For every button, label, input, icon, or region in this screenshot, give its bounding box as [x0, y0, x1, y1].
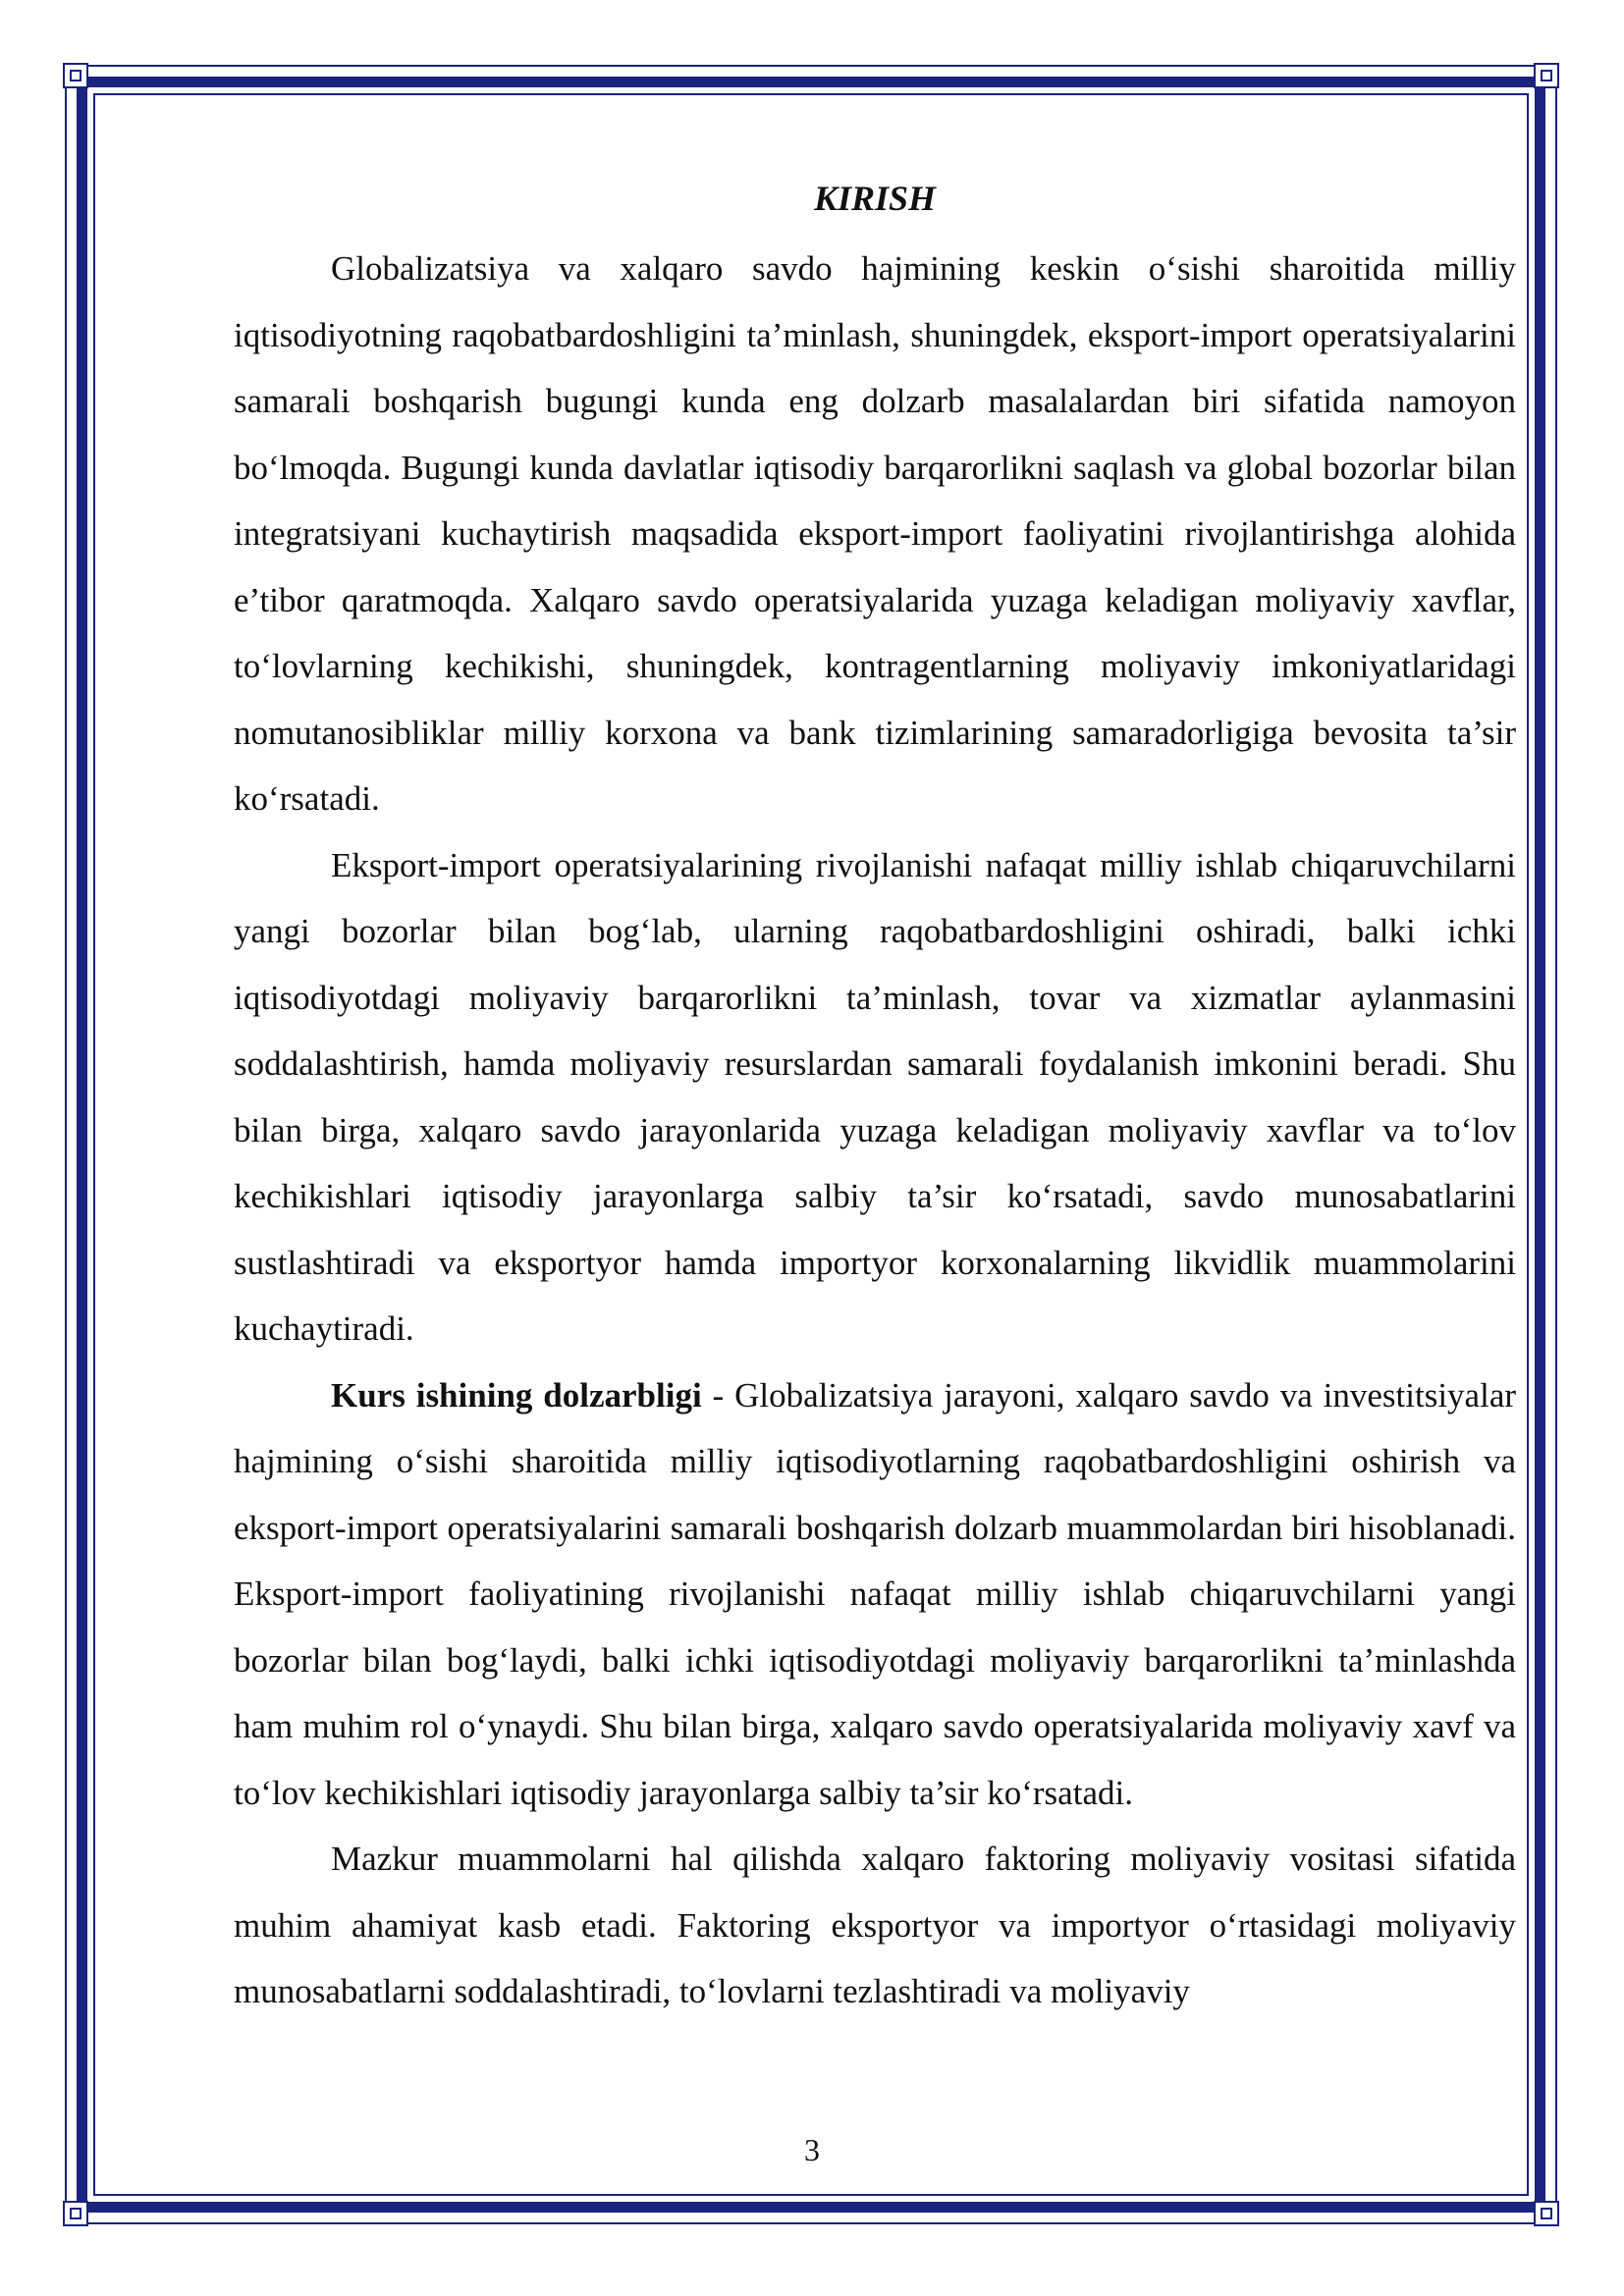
paragraph-relevance	[234, 1362, 1516, 1827]
paragraph-1: Globalizatsiya va xalqaro savdo hajmining keskin o‘sishi sharoitida milliy iqtisodiyotning raqobatbardoshligini ta’minlash, shuningdek, eksport-import operatsiyalarini samarali boshqarish bugungi kunda eng dolzarb masalalardan biri sifatida namoyon bo‘lmoqda. Bugungi kunda davlatlar iqtisodiy barqarorlikni saqlash va global bozorlar bilan integratsiyani kuchaytirish maqsadida eksport-import faoliyatini rivojlantirishga alohida e’tibor qaratmoqda. Xalqaro savdo operatsiyalarida yuzaga keladigan moliyaviy xavflar, to‘lovlarning kechikishi, shuningdek, kontragentlarning moliyaviy imkoniyatlaridagi nomutanosibliklar milliy korxona va bank tizimlarining samaradorligiga bevosita ta’sir ko‘rsatadi.	[234, 249, 1516, 818]
paragraph-2: Eksport-import operatsiyalarining rivojlanishi nafaqat milliy ishlab chiqaruvchilarni yangi bozorlar bilan bog‘lab, ularning raqobatbardoshligini oshiradi, balki ichki iqtisodiyotdagi moliyaviy barqarorlikni ta’minlash, tovar va xizmatlar aylanmasini soddalashtirish, hamda moliyaviy resurslardan samarali foydalanish imkonini beradi. Shu bilan birga, xalqaro savdo jarayonlarida yuzaga keladigan moliyaviy xavflar va to‘lov kechikishlari iqtisodiy jarayonlarga salbiy ta’sir ko‘rsatadi, savdo munosabatlarini sustlashtiradi va eksportyor hamda importyor korxonalarning likvidlik muammolarini kuchaytiradi.	[234, 845, 1516, 1348]
section-title: KIRISH	[813, 179, 937, 218]
document-body	[234, 169, 1516, 2025]
page-number: 3	[804, 2132, 820, 2167]
paragraph-closing: Mazkur muammolarni hal qilishda xalqaro faktoring moliyaviy vositasi sifatida muhim ahamiyat kasb etadi. Faktoring eksportyor va importyor o‘rtasidagi moliyaviy munosabatlarni soddalashtiradi, to‘lovlarni tezlashtiradi va moliyaviy	[234, 1840, 1516, 2010]
border-corner-ornament	[63, 63, 88, 88]
border-corner-ornament	[63, 2201, 88, 2226]
relevance-heading: Kurs ishining dolzarbligi	[331, 1375, 702, 1415]
relevance-text: - Globalizatsiya jarayoni, xalqaro savdo va investitsiyalar hajmining o‘sishi sharoitida milliy iqtisodiyotlarning raqobatbardoshligini oshirish va eksport-import operatsiyalarini samarali boshqarish dolzarb muammolardan biri hisoblanadi. Eksport-import faoliyatining rivojlanishi nafaqat milliy ishlab chiqaruvchilarni yangi bozorlar bilan bog‘laydi, balki ichki iqtisodiyotdagi moliyaviy barqarorlikni ta’minlashda ham muhim rol o‘ynaydi. Shu bilan birga, xalqaro savdo operatsiyalarida moliyaviy xavf va to‘lov kechikishlari iqtisodiy jarayonlarga salbiy ta’sir ko‘rsatadi.	[234, 1375, 1517, 1812]
border-corner-ornament	[1534, 63, 1559, 88]
border-corner-ornament	[1534, 2201, 1559, 2226]
